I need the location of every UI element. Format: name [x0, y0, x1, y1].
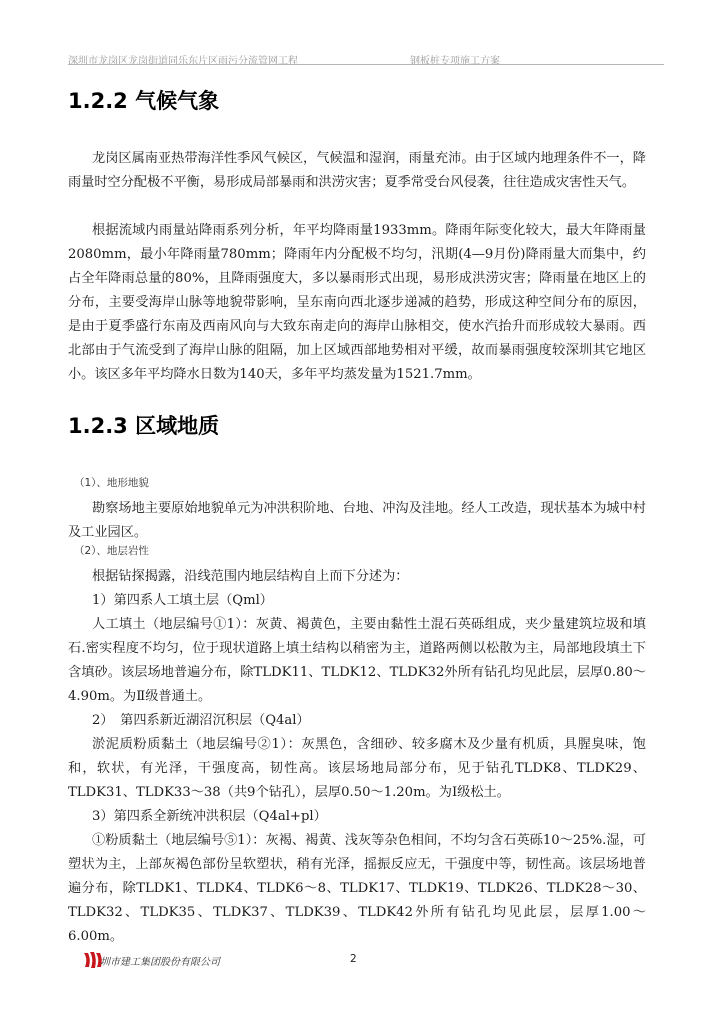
- layer-1-description: 人工填土（地层编号①1）：灰黄、褐黄色，主要由黏性土混石英砾组成，夹少量建筑垃圾和填石.密实程度不均匀，位于现状道路上填土结构以稍密为主，道路两侧以松散为主，局部地段填土下含填砂。该层场地普遍分布，除TLDK11、TLDK12、TLDK32外所有钻孔均见此层，层厚0.80～4.90m。为Ⅱ级普通土。: [68, 617, 646, 704]
- footer-company-name: 圳市建工集团股份有限公司: [100, 957, 220, 968]
- page-number: 2: [350, 953, 357, 965]
- subheading-landform: （1）、地形地貌: [74, 477, 149, 489]
- page-footer: [82, 948, 642, 972]
- layer-2-description: 淤泥质粉质黏土（地层编号②1）：灰黑色，含细砂、较多腐木及少量有机质，具腥臭味，饱和，软状，有光泽，干强度高，韧性高。该层场地局部分布，见于钻孔TLDK8、TLDK29、TLDK31、TLDK33～38（共9个钻孔），层厚0.50～1.20m。为Ⅰ级松土。: [68, 737, 646, 800]
- layer-3-description: ①粉质黏土（地层编号⑤1）：灰褐、褐黄、浅灰等杂色相间，不均匀含石英砾10～25%.湿，可塑状为主，上部灰褐色部份呈软塑状，稍有光泽，摇振反应无，干强度中等，韧性高。该层场地普遍分布，除TLDK1、TLDK4、TLDK6～8、TLDK17、TLDK19、TLDK26、TLDK28～30、TLDK32、TLDK35、TLDK37、TLDK39、TLDK42外所有钻孔均见此层，层厚1.00～6.00m。: [68, 833, 646, 944]
- section-heading-geology: 1.2.3 区域地质: [68, 414, 220, 438]
- layer-2-title: 2） 第四系新近湖沼沉积层（Q4al）: [92, 713, 310, 728]
- landform-paragraph: 勘察场地主要原始地貌单元为冲洪积阶地、台地、冲沟及洼地。经人工改造，现状基本为城中村及工业园区。: [68, 501, 646, 540]
- header-document-title: 钢板桩专项施工方案: [410, 56, 500, 67]
- layer-3-title: 3）第四系全新统冲洪积层（Q4al+pl）: [92, 809, 327, 824]
- strata-intro: 根据钻探揭露，沿线范围内地层结构自上而下分述为：: [92, 569, 409, 584]
- section-heading-climate: 1.2.2 气候气象: [68, 89, 220, 113]
- subheading-strata: （2）、地层岩性: [74, 545, 149, 557]
- header-divider: [68, 64, 664, 65]
- climate-paragraph-1: 龙岗区属南亚热带海洋性季风气候区，气候温和湿润，雨量充沛。由于区域内地理条件不一，降雨量时空分配极不平衡，易形成局部暴雨和洪涝灾害；夏季常受台风侵袭，往往造成灾害性天气。: [68, 151, 646, 190]
- layer-1-title: 1）第四系人工填土层（Qml）: [92, 593, 273, 608]
- header-project-title: 深圳市龙岗区龙岗街道同乐东片区雨污分流管网工程: [68, 56, 298, 67]
- climate-paragraph-2: 根据流域内雨量站降雨系列分析，年平均降雨量1933mm。降雨年际变化较大，最大年降雨量2080mm，最小年降雨量780mm；降雨年内分配极不均匀，汛期(4—9月份)降雨量大而集中，约占全年降雨总量的80%，且降雨强度大，多以暴雨形式出现，易形成洪涝灾害；降雨量在地区上的分布，主要受海岸山脉等地貌带影响，呈东南向西北逐步递减的趋势，形成这种空间分布的原因，是由于夏季盛行东南及西南风向与大致东南走向的海岸山脉相交，使水汽抬升而形成较大暴雨。西北部由于气流受到了海岸山脉的阻隔，加上区域西部地势相对平缓，故而暴雨强度较深圳其它地区小。该区多年平均降水日数为140天，多年平均蒸发量为1521.7mm。: [68, 223, 646, 382]
